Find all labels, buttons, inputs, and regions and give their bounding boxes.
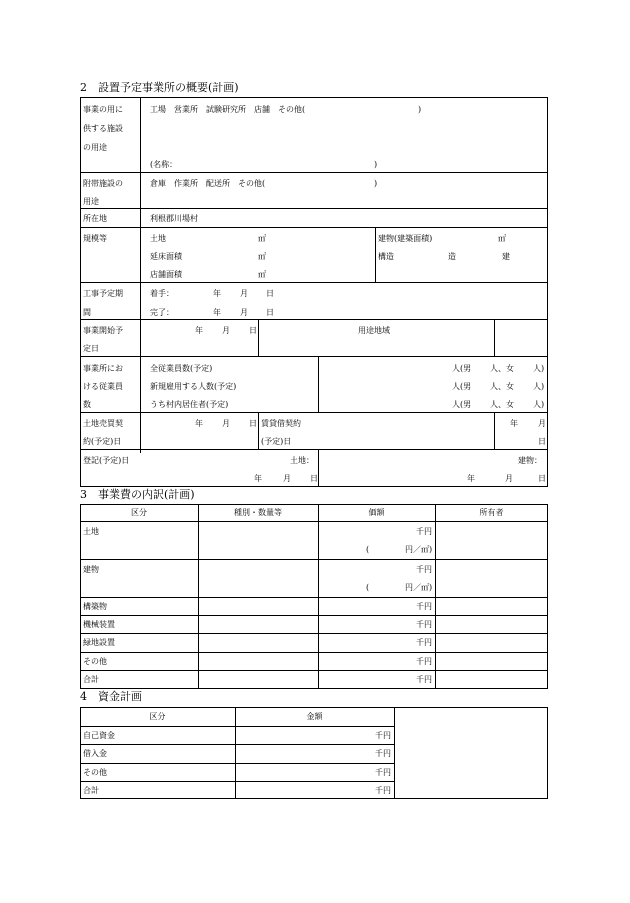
registration-land-year: 年 [254,474,262,483]
section4-heading: 4 資金計画 [80,690,142,703]
cost-row-building-per-sqm: 円／㎡) [405,583,433,592]
construction-finish-month: 月 [240,308,248,317]
employees-label-line1: 事業所にお [83,364,123,373]
scale-floor-area: 延床面積 [150,252,182,261]
registration-land: 土地： [290,456,314,465]
registration-land-month: 月 [283,474,291,483]
employees-local-female: 人、女 [490,400,514,409]
cost-row-building-value: 千円 [416,565,432,574]
scale-structure-ken: 建 [502,252,510,261]
business-start-year: 年 [195,326,203,335]
cost-row-machinery-label: 機械装置 [83,620,115,629]
construction-start-month: 月 [240,289,248,298]
construction-start-day: 日 [266,289,274,298]
location-label: 所在地 [83,214,107,223]
cost-row-land-paren: ( [366,545,370,554]
funding-row-total-label: 合計 [83,786,99,795]
construction-finish: 完了： [150,308,174,317]
business-start-label-line2: 定日 [83,344,99,353]
aux-label-line2: 用途 [83,197,99,206]
construction-finish-day: 日 [266,308,274,317]
business-start-month: 月 [222,326,230,335]
cost-row-other-value: 千円 [416,657,432,666]
section3-heading: 3 事業費の内訳(計画) [80,488,195,501]
land-contract-year: 年 [195,419,203,428]
funding-row-own-label: 自己資金 [83,731,115,740]
cost-row-land-label: 土地 [83,527,99,536]
funding-row-other-value: 千円 [375,768,391,777]
scale-store-area-unit: ㎡ [258,270,266,279]
funding-row-other-label: その他 [83,768,107,777]
registration-building-year: 年 [467,474,475,483]
registration-land-day: 日 [310,474,318,483]
purpose-name-open: (名称： [150,160,178,169]
scale-structure: 構造 [378,252,394,261]
cost-row-building-paren: ( [366,583,370,592]
scale-land-unit: ㎡ [258,234,266,243]
construction-start: 着手： [150,289,174,298]
land-contract-label-line1: 土地売買契 [83,419,123,428]
funding-header-category: 区分 [149,712,166,721]
construction-label-line2: 間 [83,308,91,317]
funding-row-loan-label: 借入金 [83,749,107,758]
lease-label-line2: (予定)日 [261,437,292,446]
purpose-label-line1: 事業の用に [83,105,123,114]
cost-row-building-label: 建物 [83,565,99,574]
aux-options-close: ) [374,179,378,188]
funding-row-own-value: 千円 [375,731,391,740]
employees-new-male: 人(男 [452,382,472,391]
land-contract-day: 日 [249,419,257,428]
construction-finish-year: 年 [213,308,221,317]
cost-row-land-value: 千円 [416,527,432,536]
scale-label: 規模等 [83,234,107,243]
land-contract-label-line2: 約(予定)日 [83,437,122,446]
cost-header-category: 区分 [131,508,147,517]
label-column-divider [140,97,141,453]
purpose-label-line3: の用途 [83,143,107,152]
cost-row-structures-label: 構築物 [83,602,107,611]
cost-row-total-label: 合計 [83,675,99,684]
employees-label-line2: ける従業員 [83,382,123,391]
employees-local-label: うち村内居住者(予定) [150,400,229,409]
funding-header-amount: 金額 [306,712,323,721]
scale-building-area: 建物(建築面積) [378,234,433,243]
land-contract-month: 月 [222,419,230,428]
aux-options: 倉庫 作業所 配送所 その他( [150,179,266,188]
section2-heading: 2 設置予定事業所の概要(計画) [80,81,239,94]
employees-local-male: 人(男 [452,400,472,409]
registration-building: 建物： [518,456,542,465]
cost-row-greenery-value: 千円 [416,638,432,647]
employees-label-line3: 数 [83,400,91,409]
cost-header-type: 種別・数量等 [234,508,282,517]
purpose-options: 工場 営業所 試験研究所 店舗 その他( [150,105,306,114]
purpose-label-line2: 供する施設 [83,124,123,133]
scale-building-area-unit: ㎡ [498,234,506,243]
cost-row-other-label: その他 [83,657,107,666]
employees-new-hire-label: 新規雇用する人数(予定) [150,382,237,391]
lease-label-line1: 賃貸借契約 [261,419,301,428]
cost-row-land-per-sqm: 円／㎡) [405,545,433,554]
construction-start-year: 年 [213,289,221,298]
funding-row-total-value: 千円 [375,786,391,795]
business-start-label-line1: 事業開始予 [83,326,123,335]
employees-total-close: 人) [533,364,545,373]
location-value: 利根郡川場村 [150,214,198,223]
scale-land: 土地 [150,234,166,243]
registration-building-month: 月 [505,474,513,483]
cost-row-greenery-label: 緑地設置 [83,638,115,647]
construction-label-line1: 工事予定期 [83,289,123,298]
aux-label-line1: 附帯施設の [83,179,123,188]
employees-total-female: 人、女 [490,364,514,373]
scale-store-area: 店舗面積 [150,270,182,279]
cost-header-owner: 所有者 [479,508,504,517]
lease-day: 日 [538,437,546,446]
registration-building-day: 日 [538,474,546,483]
lease-year: 年 [510,419,518,428]
funding-row-loan-value: 千円 [375,749,391,758]
scale-floor-area-unit: ㎡ [258,252,266,261]
cost-header-value: 価額 [368,508,385,517]
employees-total-male: 人(男 [452,364,472,373]
employees-new-female: 人、女 [490,382,514,391]
cost-row-structures-value: 千円 [416,602,432,611]
purpose-name-close: ) [374,160,378,169]
lease-month: 月 [538,419,546,428]
cost-row-machinery-value: 千円 [416,620,432,629]
zoning-label: 用途地域 [358,326,390,335]
employees-local-close: 人) [533,400,545,409]
scale-structure-zo: 造 [448,252,456,261]
employees-total-label: 全従業員数(予定) [150,364,213,373]
business-start-day: 日 [249,326,257,335]
purpose-options-close: ) [418,105,422,114]
employees-new-close: 人) [533,382,545,391]
cost-row-total-value: 千円 [416,675,432,684]
registration-label: 登記(予定)日 [83,456,130,465]
